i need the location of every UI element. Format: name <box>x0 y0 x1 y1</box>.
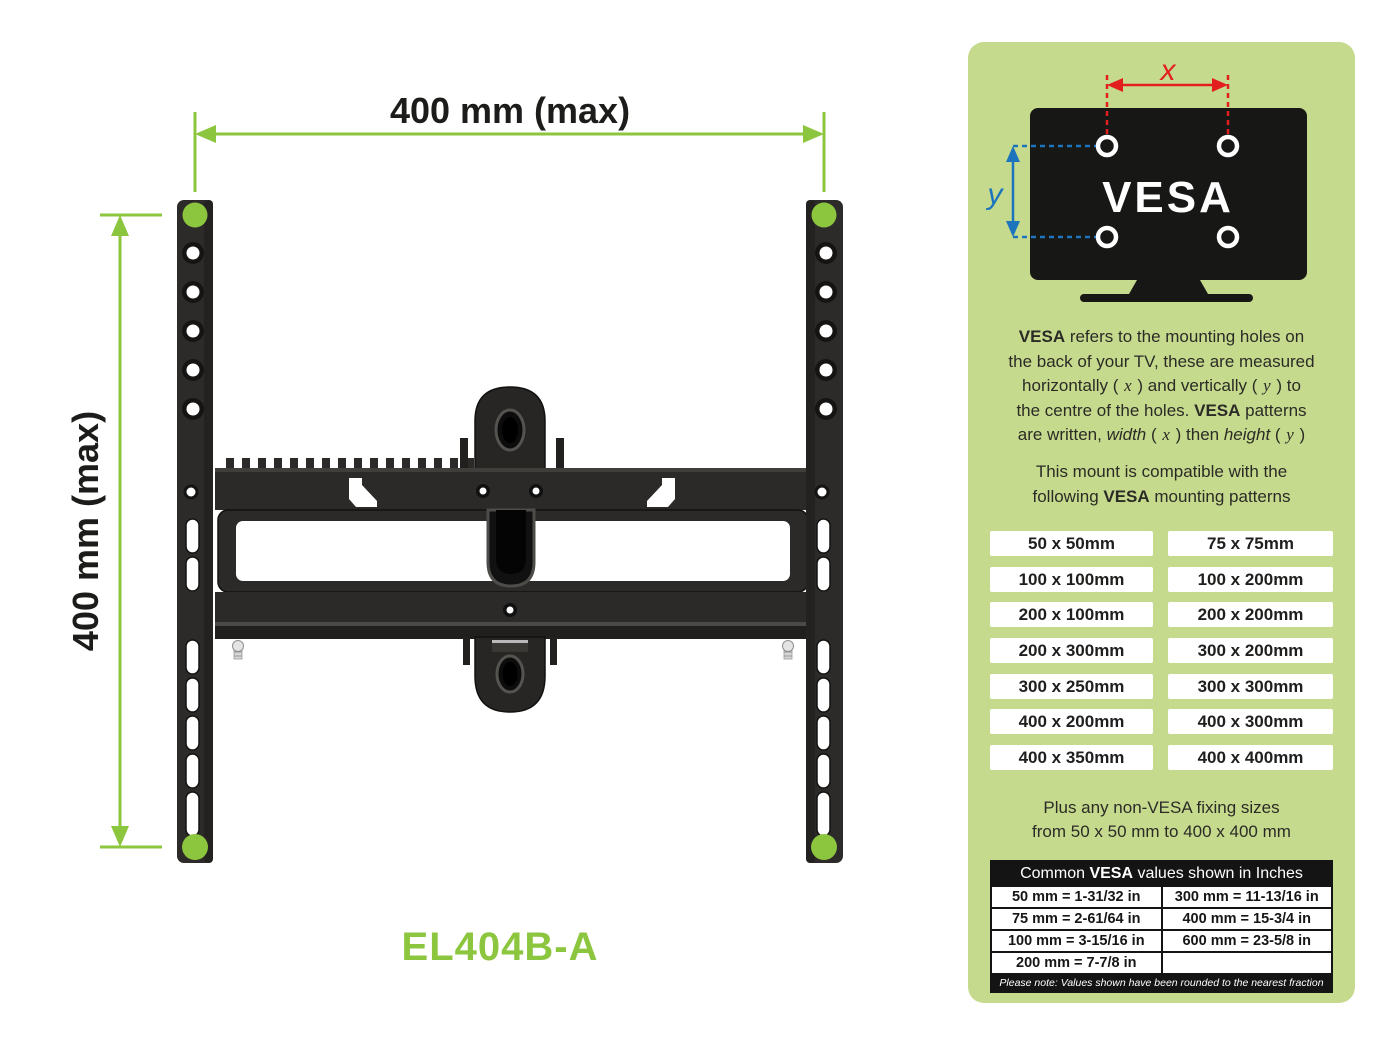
table-row <box>992 907 1331 929</box>
vesa-pattern-cell: 400 x 350mm <box>990 745 1153 770</box>
fixing-screw-left <box>233 641 244 660</box>
vesa-hole <box>1219 137 1237 155</box>
rail-left <box>177 200 213 863</box>
inches-table-footnote: Please note: Values shown have been rounded to the nearest fraction <box>992 973 1331 991</box>
intro-line: VESA refers to the mounting holes on <box>1018 327 1305 346</box>
vesa-pattern-cell: 300 x 200mm <box>1168 638 1333 663</box>
non-vesa-note <box>968 796 1355 844</box>
table-cell <box>1161 953 1332 973</box>
tv-stand-base <box>1080 294 1253 302</box>
y-dimension-label: y <box>987 178 1003 211</box>
vesa-tv-diagram <box>968 42 1355 312</box>
compat-line: This mount is compatible with the <box>1035 462 1288 481</box>
x-dimension-label: x <box>1160 54 1176 87</box>
vesa-pattern-cell: 100 x 200mm <box>1168 567 1333 592</box>
table-row <box>992 885 1331 907</box>
table-cell: 50 mm = 1-31/32 in <box>1011 889 1141 905</box>
vesa-pattern-cell: 200 x 200mm <box>1168 602 1333 627</box>
non-vesa-line: from 50 x 50 mm to 400 x 400 mm <box>1032 822 1291 841</box>
table-cell: 600 mm = 23-5/8 in <box>1161 931 1332 951</box>
vesa-pattern-cell: 200 x 300mm <box>990 638 1153 663</box>
table-row <box>992 929 1331 951</box>
table-cell: 100 mm = 3-15/16 in <box>1007 933 1145 949</box>
vesa-pattern-cell: 400 x 400mm <box>1168 745 1333 770</box>
table-cell: 400 mm = 15-3/4 in <box>1161 909 1332 929</box>
width-dimension-label: 400 mm (max) <box>389 90 631 131</box>
vesa-pattern-cell: 100 x 100mm <box>990 567 1153 592</box>
non-vesa-line: Plus any non-VESA fixing sizes <box>1043 798 1280 817</box>
vesa-title: VESA <box>1102 173 1234 222</box>
compat-line: following VESA mounting patterns <box>1032 486 1291 506</box>
vesa-hole <box>1219 228 1237 246</box>
table-cell: 200 mm = 7-7/8 in <box>1016 955 1137 971</box>
vesa-inches-table <box>990 860 1333 993</box>
table-cell: 300 mm = 11-13/16 in <box>1161 887 1332 907</box>
vesa-patterns-column-left <box>990 531 1153 770</box>
vesa-hole-marker <box>811 834 837 860</box>
vesa-hole-marker <box>812 203 837 228</box>
vesa-pattern-cell: 400 x 300mm <box>1168 709 1333 734</box>
vesa-pattern-cell: 75 x 75mm <box>1168 531 1333 556</box>
wall-plate <box>215 387 810 712</box>
model-code: EL404B-A <box>401 925 599 969</box>
intro-line: are written, width ( x ) then height ( y ) <box>1017 425 1306 444</box>
vesa-hole-marker <box>182 834 208 860</box>
height-dimension-arrow <box>100 215 162 847</box>
rail-right <box>806 200 843 863</box>
vesa-intro-paragraph <box>968 325 1355 448</box>
vesa-hole-marker <box>183 203 208 228</box>
tv-stand-neck <box>1129 280 1208 294</box>
compatibility-paragraph <box>968 460 1355 509</box>
intro-line: horizontally ( x ) and vertically ( y ) to <box>1022 376 1301 395</box>
table-cell: 75 mm = 2-61/64 in <box>1011 911 1141 927</box>
vesa-hole <box>1098 137 1116 155</box>
inches-table-header: Common VESA values shown in Inches <box>992 862 1331 885</box>
vesa-patterns-column-right <box>1168 531 1333 770</box>
fixing-screw-right <box>783 641 794 660</box>
vesa-hole <box>1098 228 1116 246</box>
intro-line: the centre of the holes. VESA patterns <box>1016 400 1307 420</box>
intro-line: the back of your TV, these are measured <box>1008 351 1315 371</box>
vesa-pattern-cell: 300 x 250mm <box>990 674 1153 699</box>
table-row <box>992 951 1331 973</box>
vesa-pattern-cell: 400 x 200mm <box>990 709 1153 734</box>
vesa-pattern-cell: 200 x 100mm <box>990 602 1153 627</box>
vesa-pattern-cell: 300 x 300mm <box>1168 674 1333 699</box>
vesa-pattern-cell: 50 x 50mm <box>990 531 1153 556</box>
height-dimension-label: 400 mm (max) <box>65 410 106 652</box>
vesa-info-panel <box>968 42 1355 1003</box>
